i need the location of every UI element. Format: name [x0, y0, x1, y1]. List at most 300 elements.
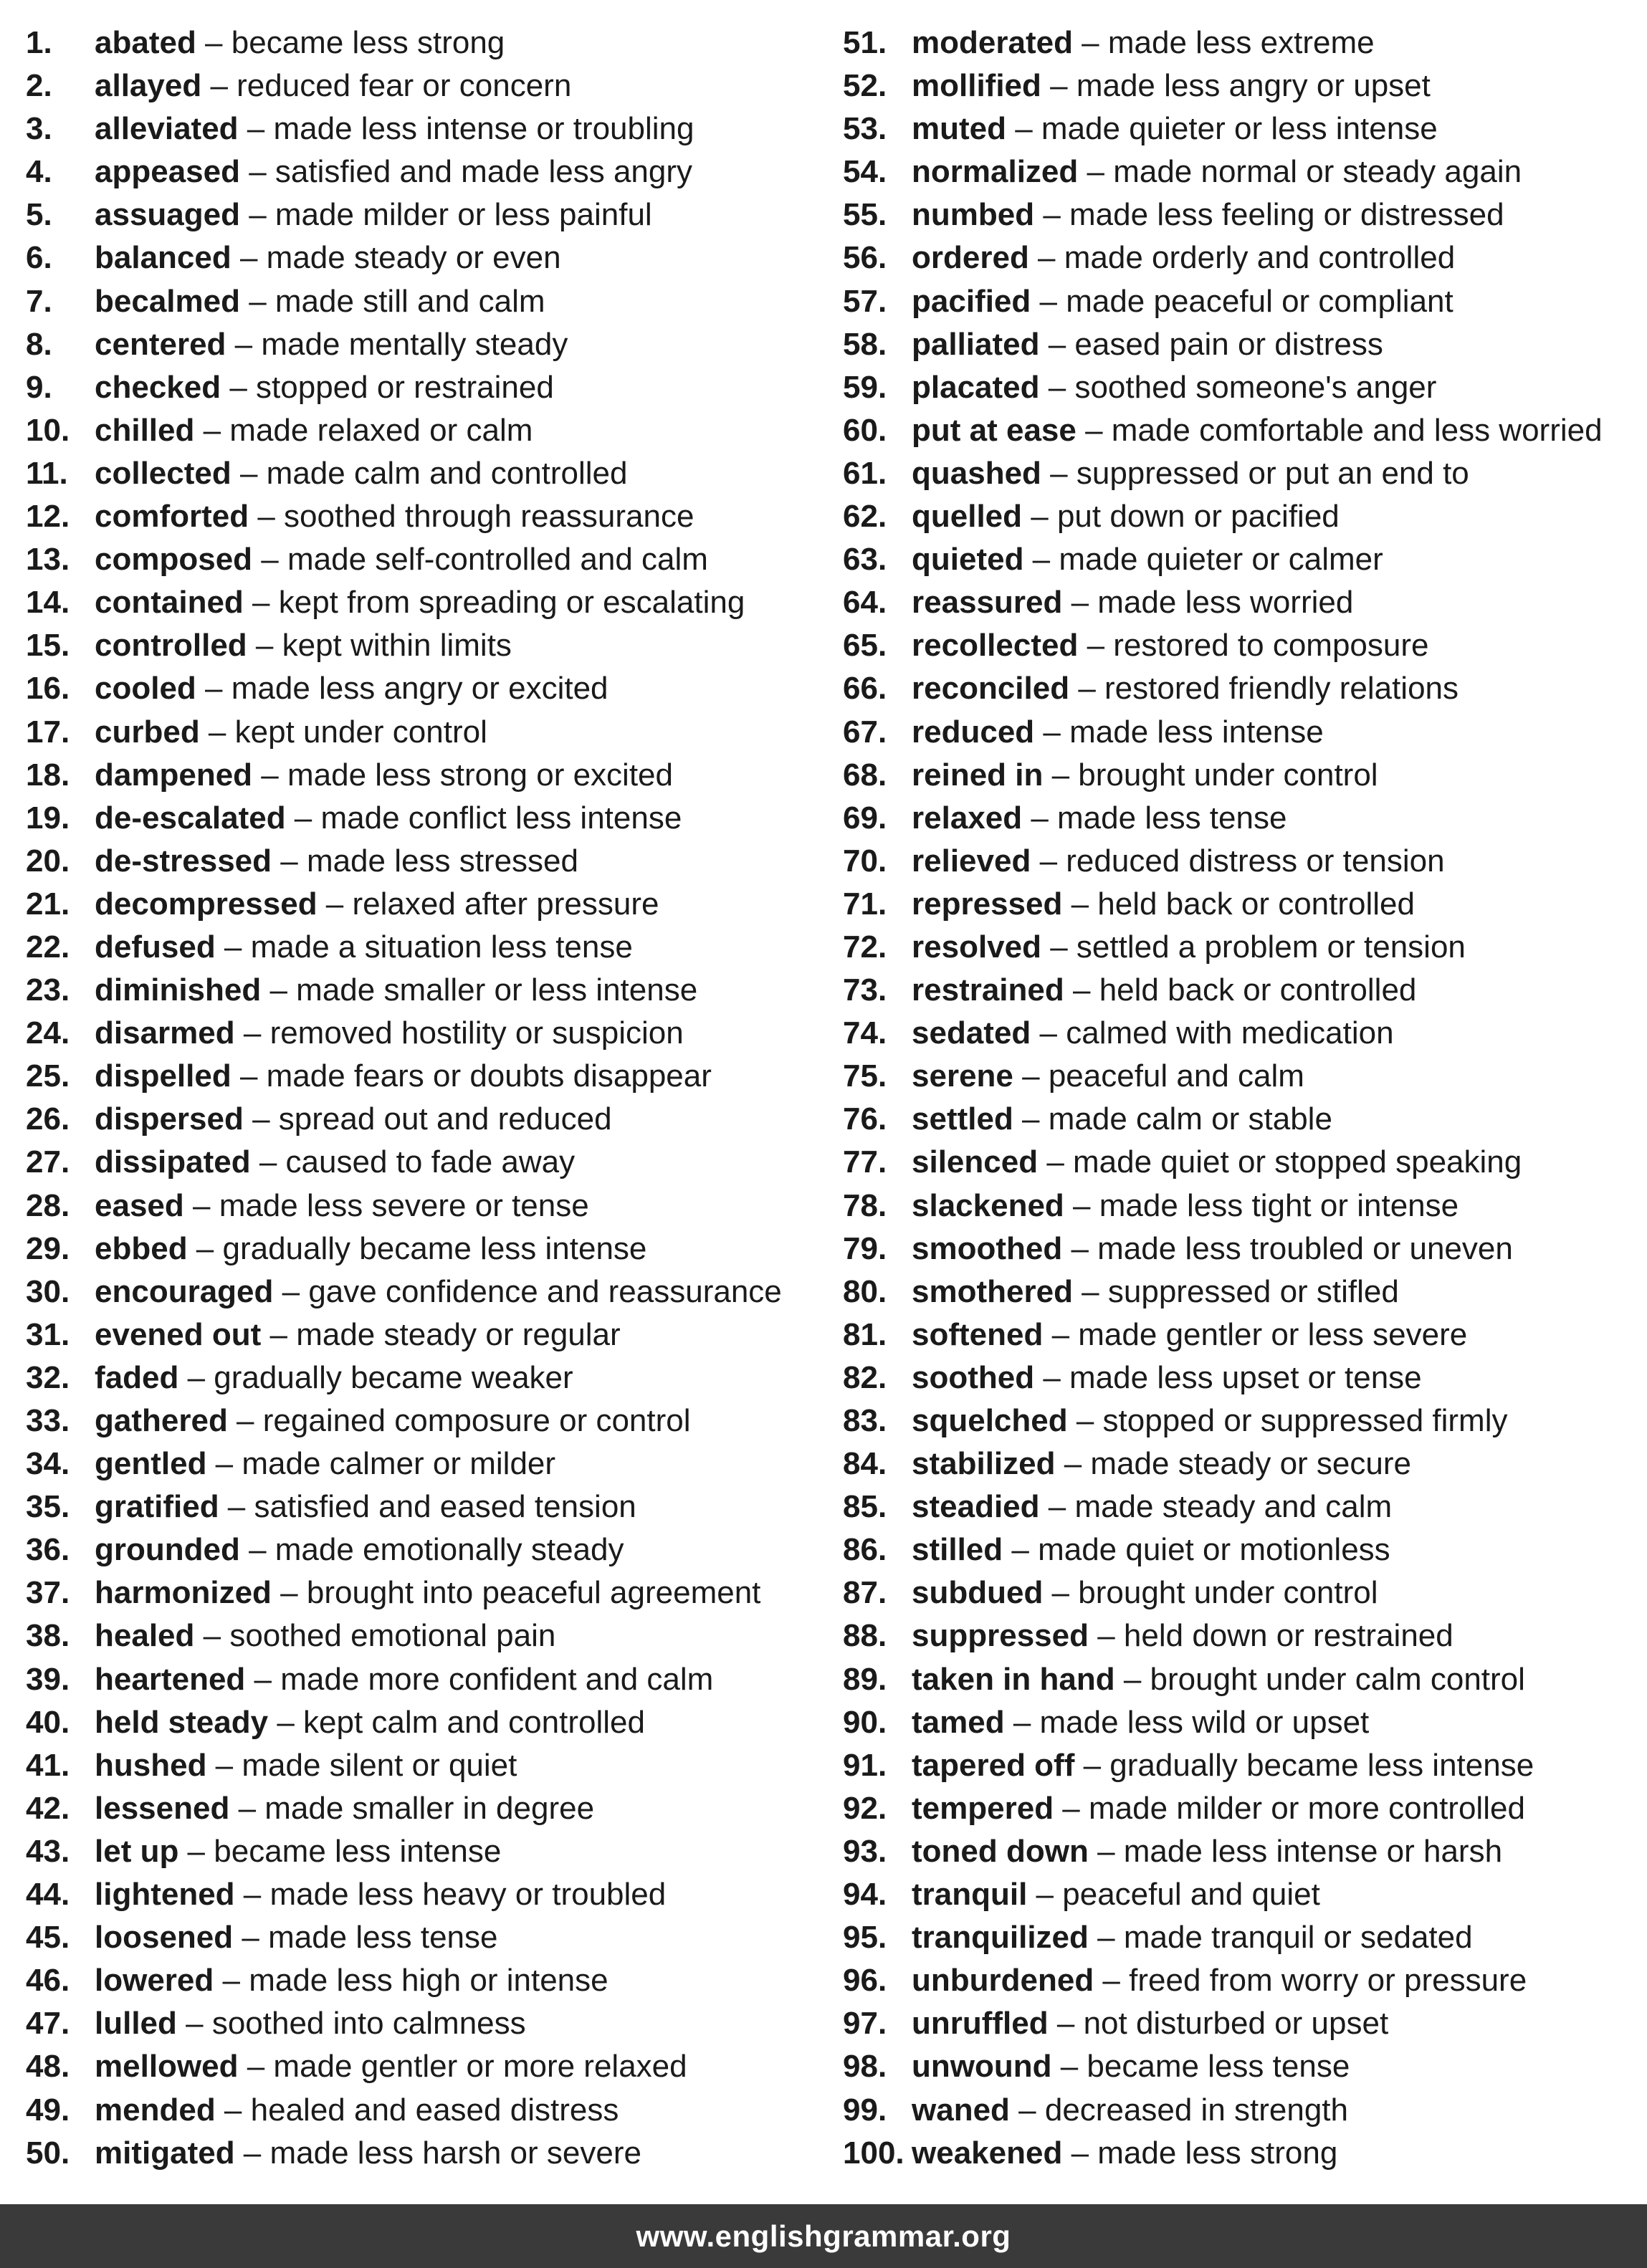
item-number: 71. — [843, 886, 887, 922]
item-number: 65. — [843, 628, 887, 664]
item-definition: made fears or doubts disappear — [266, 1058, 712, 1094]
item-term: alleviated — [95, 111, 239, 147]
list-item — [843, 452, 1638, 495]
list-item — [843, 1485, 1638, 1528]
item-number: 9. — [26, 369, 52, 405]
item-number: 53. — [843, 111, 887, 147]
item-entry — [912, 1357, 1422, 1399]
item-definition: held back or controlled — [1097, 886, 1415, 922]
list-item — [843, 150, 1638, 193]
item-separator: – — [250, 1144, 286, 1180]
item-separator: – — [252, 757, 287, 793]
item-term: mellowed — [95, 2049, 239, 2085]
item-definition: brought under calm control — [1150, 1661, 1525, 1697]
item-separator: – — [215, 929, 251, 965]
item-entry — [912, 926, 1466, 969]
item-separator: – — [1072, 1273, 1108, 1309]
item-number: 38. — [26, 1618, 70, 1654]
item-entry — [912, 2089, 1348, 2132]
list-item — [26, 1098, 821, 1141]
item-number: 76. — [843, 1101, 887, 1137]
item-term: encouraged — [95, 1273, 274, 1309]
list-item — [26, 1271, 821, 1314]
item-entry — [95, 1442, 555, 1485]
item-entry — [95, 1571, 760, 1614]
list-item — [843, 969, 1638, 1012]
item-entry — [95, 21, 505, 64]
item-separator: – — [1009, 2092, 1045, 2128]
item-entry — [912, 797, 1286, 840]
item-separator: – — [239, 283, 275, 319]
item-entry — [95, 280, 545, 323]
item-number: 91. — [843, 1747, 887, 1783]
list-item — [843, 538, 1638, 581]
item-separator: – — [1034, 1359, 1070, 1395]
list-item — [843, 2045, 1638, 2088]
item-entry — [95, 1012, 684, 1055]
list-item — [843, 1830, 1638, 1873]
item-definition: made gentler or less severe — [1078, 1316, 1468, 1352]
item-separator: – — [1078, 628, 1114, 664]
item-number: 66. — [843, 671, 887, 707]
item-separator: – — [234, 1877, 270, 1913]
item-separator: – — [249, 499, 285, 535]
item-definition: relaxed after pressure — [352, 886, 659, 922]
item-term: tranquil — [912, 1877, 1028, 1913]
item-entry — [95, 1141, 575, 1184]
item-definition: became less intense — [214, 1833, 502, 1869]
item-entry — [912, 1830, 1502, 1873]
item-entry — [912, 1141, 1522, 1184]
item-definition: soothed emotional pain — [229, 1618, 556, 1654]
list-item — [26, 21, 821, 64]
item-separator: – — [234, 1015, 270, 1051]
item-definition: kept calm and controlled — [303, 1704, 645, 1740]
item-entry — [912, 193, 1504, 236]
item-definition: made less angry or excited — [231, 671, 608, 707]
item-entry — [95, 883, 659, 926]
item-separator: – — [201, 68, 237, 104]
item-number: 10. — [26, 412, 70, 448]
item-term: controlled — [95, 628, 247, 664]
item-number: 44. — [26, 1877, 70, 1913]
item-separator: – — [252, 542, 287, 578]
item-entry — [912, 323, 1383, 366]
item-number: 89. — [843, 1661, 887, 1697]
item-term: held steady — [95, 1704, 269, 1740]
item-entry — [95, 1314, 621, 1357]
item-entry — [912, 1528, 1390, 1571]
item-number: 77. — [843, 1144, 887, 1180]
item-separator: – — [231, 240, 267, 276]
item-term: repressed — [912, 886, 1063, 922]
item-definition: made milder or less painful — [274, 197, 652, 233]
list-item — [26, 1658, 821, 1701]
item-separator: – — [271, 1575, 307, 1611]
item-separator: – — [178, 1359, 214, 1395]
item-separator: – — [194, 1618, 230, 1654]
item-term: unwound — [912, 2049, 1052, 2085]
item-entry — [95, 2132, 641, 2175]
item-separator: – — [1067, 1403, 1103, 1438]
item-entry — [912, 1314, 1467, 1357]
footer-website-link[interactable]: www.englishgrammar.org — [636, 2219, 1011, 2253]
item-number: 54. — [843, 154, 887, 190]
item-term: reassured — [912, 585, 1063, 621]
item-definition: gradually became less intense — [1109, 1747, 1534, 1783]
item-definition: made less high or intense — [249, 1963, 608, 1999]
list-item — [26, 1614, 821, 1657]
item-term: normalized — [912, 154, 1079, 190]
item-entry — [95, 1528, 624, 1571]
item-entry — [912, 495, 1340, 538]
item-number: 45. — [26, 1920, 70, 1956]
item-definition: made self-controlled and calm — [287, 542, 708, 578]
item-term: slackened — [912, 1187, 1064, 1223]
item-separator: – — [226, 326, 262, 362]
item-number: 1. — [26, 25, 52, 60]
item-term: assuaged — [95, 197, 240, 233]
item-entry — [95, 1098, 612, 1141]
item-definition: caused to fade away — [285, 1144, 576, 1180]
item-term: tapered off — [912, 1747, 1075, 1783]
list-item — [26, 969, 821, 1012]
item-separator: – — [1034, 714, 1070, 750]
list-item — [26, 323, 821, 366]
list-item — [843, 1614, 1638, 1657]
item-separator: – — [1039, 369, 1075, 405]
item-number: 46. — [26, 1963, 70, 1999]
item-entry — [912, 1658, 1525, 1701]
item-term: becalmed — [95, 283, 240, 319]
item-number: 13. — [26, 542, 70, 578]
list-item — [843, 1098, 1638, 1141]
item-definition: made less tense — [268, 1920, 498, 1956]
item-definition: made steady or even — [266, 240, 561, 276]
list-item — [26, 667, 821, 710]
item-term: dissipated — [95, 1144, 251, 1180]
item-separator: – — [243, 1101, 279, 1137]
item-term: evened out — [95, 1316, 262, 1352]
list-item — [26, 1357, 821, 1399]
list-item — [843, 1528, 1638, 1571]
item-term: serene — [912, 1058, 1013, 1094]
list-item — [26, 193, 821, 236]
item-separator: – — [261, 972, 297, 1008]
item-separator: – — [1041, 455, 1076, 491]
item-number: 60. — [843, 412, 887, 448]
list-item — [26, 495, 821, 538]
list-item — [843, 280, 1638, 323]
item-definition: reduced distress or tension — [1066, 843, 1445, 879]
item-number: 62. — [843, 499, 887, 535]
item-entry — [95, 323, 568, 366]
item-term: quashed — [912, 455, 1041, 491]
item-definition: became less strong — [231, 25, 505, 60]
item-number: 88. — [843, 1618, 887, 1654]
item-term: muted — [912, 111, 1006, 147]
item-term: gathered — [95, 1403, 228, 1438]
item-definition: stopped or restrained — [256, 369, 554, 405]
item-term: abated — [95, 25, 196, 60]
item-entry — [912, 1442, 1411, 1485]
item-term: eased — [95, 1187, 184, 1223]
item-entry — [95, 236, 561, 279]
item-definition: soothed into calmness — [211, 2006, 526, 2042]
item-separator: – — [233, 1920, 269, 1956]
item-number: 22. — [26, 929, 70, 965]
item-term: squelched — [912, 1403, 1068, 1438]
item-definition: removed hostility or suspicion — [269, 1015, 684, 1051]
list-item — [26, 883, 821, 926]
item-number: 79. — [843, 1230, 887, 1266]
item-definition: peaceful and quiet — [1062, 1877, 1320, 1913]
item-term: soothed — [912, 1359, 1035, 1395]
item-number: 78. — [843, 1187, 887, 1223]
item-entry — [95, 1185, 589, 1228]
list-item — [843, 667, 1638, 710]
list-item — [843, 1701, 1638, 1744]
item-definition: gradually became less intense — [222, 1230, 647, 1266]
list-item — [26, 1185, 821, 1228]
item-term: diminished — [95, 972, 262, 1008]
item-definition: made less tense — [1057, 800, 1287, 836]
item-term: suppressed — [912, 1618, 1089, 1654]
item-number: 43. — [26, 1833, 70, 1869]
list-item — [843, 323, 1638, 366]
item-entry — [95, 926, 633, 969]
list-item — [26, 2045, 821, 2088]
list-item — [26, 150, 821, 193]
item-number: 36. — [26, 1532, 70, 1568]
item-entry — [912, 969, 1416, 1012]
item-entry — [912, 64, 1431, 107]
item-entry — [95, 1916, 497, 1959]
list-item — [843, 21, 1638, 64]
item-term: collected — [95, 455, 231, 491]
item-number: 29. — [26, 1230, 70, 1266]
item-definition: suppressed or stifled — [1107, 1273, 1399, 1309]
item-separator: – — [183, 1187, 219, 1223]
item-term: gentled — [95, 1446, 207, 1482]
item-number: 7. — [26, 283, 52, 319]
item-number: 98. — [843, 2049, 887, 2085]
item-separator: – — [1041, 929, 1076, 965]
list-item — [843, 495, 1638, 538]
item-separator: – — [1004, 1704, 1040, 1740]
item-number: 24. — [26, 1015, 70, 1051]
item-number: 28. — [26, 1187, 70, 1223]
list-item — [843, 1399, 1638, 1442]
item-separator: – — [206, 1747, 242, 1783]
item-separator: – — [1022, 800, 1058, 836]
item-entry — [912, 366, 1436, 409]
item-entry — [95, 1701, 645, 1744]
list-item — [26, 1959, 821, 2002]
word-list-left-column — [26, 21, 821, 2175]
list-item — [843, 1314, 1638, 1357]
item-separator: – — [1062, 886, 1098, 922]
item-separator: – — [268, 1704, 304, 1740]
item-number: 82. — [843, 1359, 887, 1395]
item-definition: made calm or stable — [1048, 1101, 1332, 1137]
item-entry — [95, 409, 533, 452]
item-separator: – — [1041, 68, 1076, 104]
item-definition: made steady and calm — [1074, 1489, 1393, 1525]
item-entry — [912, 452, 1469, 495]
item-entry — [912, 667, 1459, 710]
item-definition: made less upset or tense — [1069, 1359, 1422, 1395]
item-term: disarmed — [95, 1015, 235, 1051]
item-term: grounded — [95, 1532, 240, 1568]
item-entry — [912, 1701, 1369, 1744]
item-number: 35. — [26, 1489, 70, 1525]
item-definition: brought under control — [1078, 757, 1378, 793]
item-separator: – — [1031, 283, 1066, 319]
item-entry — [95, 193, 652, 236]
item-entry — [95, 667, 608, 710]
item-definition: made calm and controlled — [266, 455, 628, 491]
item-separator: – — [245, 1661, 281, 1697]
list-item — [843, 1442, 1638, 1485]
item-definition: put down or pacified — [1056, 499, 1340, 535]
list-item — [843, 840, 1638, 883]
item-term: gratified — [95, 1489, 219, 1525]
item-entry — [95, 840, 578, 883]
item-term: recollected — [912, 628, 1079, 664]
item-entry — [912, 2002, 1388, 2045]
item-number: 92. — [843, 1790, 887, 1826]
item-entry — [912, 754, 1378, 797]
list-item — [843, 1787, 1638, 1830]
item-definition: not disturbed or upset — [1083, 2006, 1389, 2042]
item-term: appeased — [95, 154, 240, 190]
item-number: 81. — [843, 1316, 887, 1352]
item-separator: – — [187, 1230, 223, 1266]
item-term: decompressed — [95, 886, 318, 922]
item-number: 68. — [843, 757, 887, 793]
item-entry — [95, 1357, 573, 1399]
item-entry — [912, 1185, 1459, 1228]
item-definition: made gentler or more relaxed — [273, 2049, 687, 2085]
item-entry — [912, 1485, 1392, 1528]
item-separator: – — [231, 455, 267, 491]
item-number: 40. — [26, 1704, 70, 1740]
item-term: defused — [95, 929, 216, 965]
item-number: 34. — [26, 1446, 70, 1482]
item-separator: – — [1039, 1489, 1075, 1525]
list-item — [843, 2132, 1638, 2175]
item-definition: soothed someone's anger — [1074, 369, 1437, 405]
item-entry — [912, 538, 1383, 581]
item-number: 61. — [843, 455, 887, 491]
item-definition: made silent or quiet — [242, 1747, 517, 1783]
item-definition: made less severe or tense — [219, 1187, 589, 1223]
item-definition: made mentally steady — [261, 326, 568, 362]
item-number: 73. — [843, 972, 887, 1008]
list-item — [26, 236, 821, 279]
item-definition: made less worried — [1097, 585, 1354, 621]
item-separator: – — [247, 628, 282, 664]
item-separator: – — [272, 843, 307, 879]
item-entry — [912, 883, 1415, 926]
item-definition: stopped or suppressed firmly — [1102, 1403, 1508, 1438]
item-term: lowered — [95, 1963, 214, 1999]
item-definition: became less tense — [1087, 2049, 1350, 2085]
list-item — [843, 107, 1638, 150]
list-item — [26, 1528, 821, 1571]
item-number: 32. — [26, 1359, 70, 1395]
item-number: 74. — [843, 1015, 887, 1051]
item-entry — [95, 1228, 646, 1271]
item-number: 90. — [843, 1704, 887, 1740]
item-term: hushed — [95, 1747, 207, 1783]
item-definition: made more confident and calm — [280, 1661, 714, 1697]
list-item — [26, 2002, 821, 2045]
item-separator: – — [1078, 154, 1114, 190]
item-entry — [912, 840, 1445, 883]
item-term: palliated — [912, 326, 1040, 362]
item-entry — [95, 1399, 691, 1442]
item-definition: made milder or more controlled — [1089, 1790, 1525, 1826]
item-definition: made quieter or less intense — [1041, 111, 1438, 147]
item-term: comforted — [95, 499, 249, 535]
item-separator: – — [1043, 1316, 1079, 1352]
item-entry — [95, 1055, 712, 1098]
item-separator: – — [1074, 1747, 1110, 1783]
item-number: 33. — [26, 1403, 70, 1438]
item-entry — [912, 150, 1522, 193]
list-item — [843, 236, 1638, 279]
item-number: 41. — [26, 1747, 70, 1783]
item-definition: made smaller or less intense — [296, 972, 698, 1008]
item-entry — [912, 1787, 1525, 1830]
item-separator: – — [176, 2006, 212, 2042]
item-number: 5. — [26, 197, 52, 233]
list-item — [843, 193, 1638, 236]
list-item — [26, 538, 821, 581]
item-separator: – — [239, 1532, 275, 1568]
item-separator: – — [221, 369, 257, 405]
item-number: 21. — [26, 886, 70, 922]
item-number: 6. — [26, 240, 52, 276]
item-number: 18. — [26, 757, 70, 793]
item-term: composed — [95, 542, 253, 578]
item-entry — [95, 1959, 608, 2002]
item-number: 23. — [26, 972, 70, 1008]
item-number: 19. — [26, 800, 70, 836]
item-term: pacified — [912, 283, 1031, 319]
list-item — [843, 1873, 1638, 1916]
list-item — [26, 409, 821, 452]
list-item — [843, 1571, 1638, 1614]
item-term: healed — [95, 1618, 195, 1654]
item-definition: made comfortable and less worried — [1111, 412, 1603, 448]
list-item — [843, 1658, 1638, 1701]
item-separator: – — [1031, 843, 1066, 879]
item-term: mollified — [912, 68, 1041, 104]
item-separator: – — [206, 1446, 242, 1482]
item-entry — [95, 754, 673, 797]
item-term: moderated — [912, 25, 1073, 60]
item-term: stilled — [912, 1532, 1003, 1568]
list-item — [26, 1314, 821, 1357]
item-definition: made quiet or stopped speaking — [1073, 1144, 1522, 1180]
item-term: faded — [95, 1359, 179, 1395]
item-term: loosened — [95, 1920, 234, 1956]
item-number: 84. — [843, 1446, 887, 1482]
item-definition: peaceful and calm — [1048, 1058, 1304, 1094]
